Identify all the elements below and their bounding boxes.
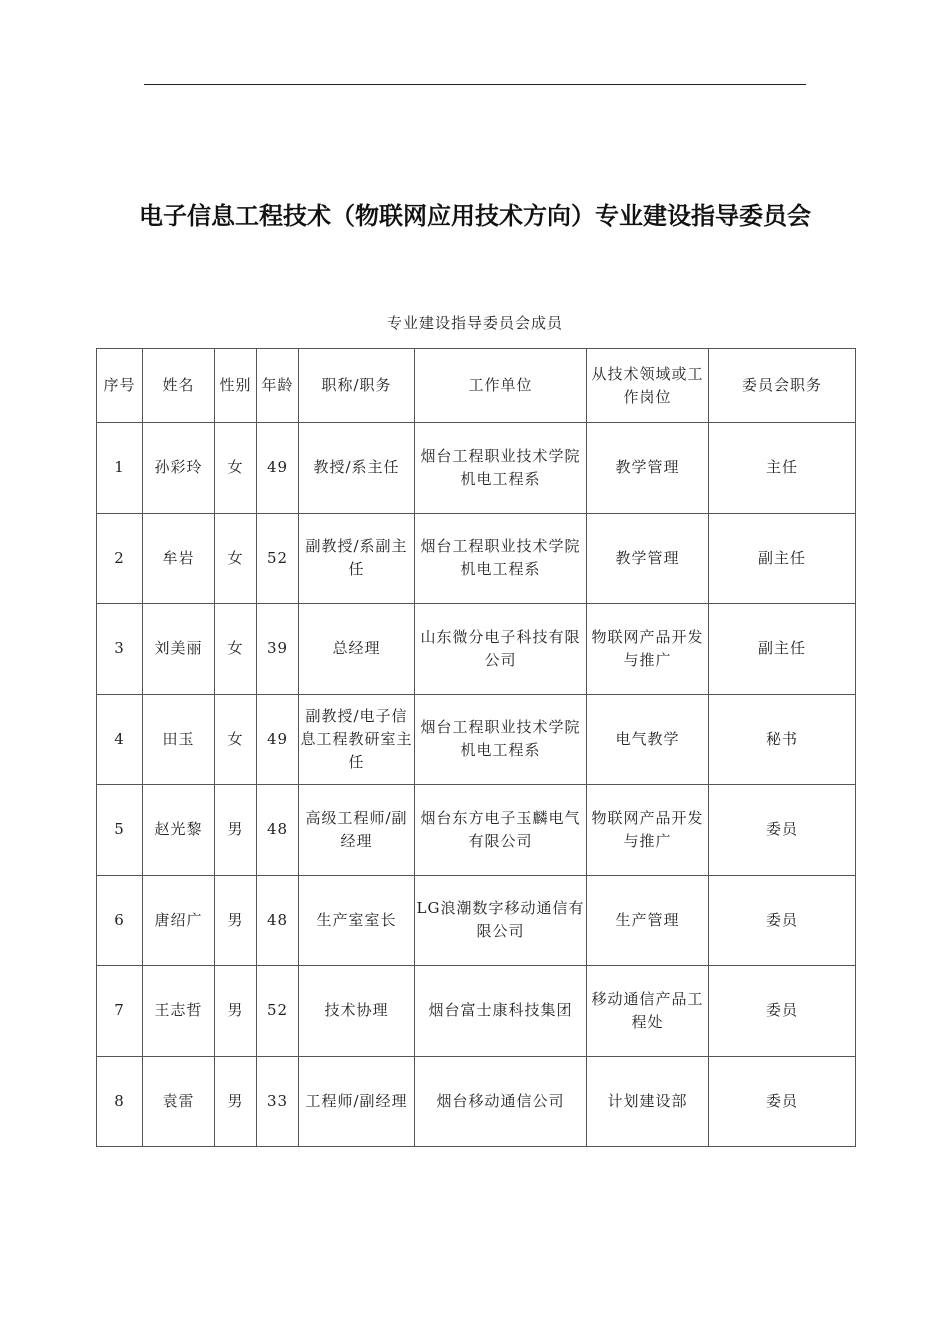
cell-col-committee-role: 委员 bbox=[709, 1056, 856, 1147]
header-col-index: 序号 bbox=[97, 349, 143, 423]
cell-col-name: 田玉 bbox=[143, 694, 215, 785]
cell-col-index: 4 bbox=[97, 694, 143, 785]
cell-col-field: 教学管理 bbox=[587, 513, 709, 604]
table-row bbox=[97, 966, 856, 1057]
cell-col-committee-role: 委员 bbox=[709, 966, 856, 1057]
cell-col-age: 49 bbox=[257, 423, 299, 514]
cell-col-field: 电气教学 bbox=[587, 694, 709, 785]
cell-col-gender: 女 bbox=[215, 604, 257, 695]
table-row bbox=[97, 423, 856, 514]
cell-col-field: 计划建设部 bbox=[587, 1056, 709, 1147]
cell-col-name: 赵光黎 bbox=[143, 785, 215, 876]
cell-col-gender: 女 bbox=[215, 513, 257, 604]
header-rule bbox=[144, 84, 806, 85]
table-caption: 专业建设指导委员会成员 bbox=[386, 314, 563, 332]
cell-col-employer: 烟台工程职业技术学院机电工程系 bbox=[415, 513, 587, 604]
cell-col-age: 52 bbox=[257, 966, 299, 1057]
header-col-title: 职称/职务 bbox=[299, 349, 415, 423]
cell-col-index: 3 bbox=[97, 604, 143, 695]
cell-col-name: 孙彩玲 bbox=[143, 423, 215, 514]
cell-col-title: 工程师/副经理 bbox=[299, 1056, 415, 1147]
cell-col-title: 副教授/系副主任 bbox=[299, 513, 415, 604]
cell-col-employer: 烟台富士康科技集团 bbox=[415, 966, 587, 1057]
cell-col-committee-role: 秘书 bbox=[709, 694, 856, 785]
cell-col-field: 移动通信产品工程处 bbox=[587, 966, 709, 1057]
table-row bbox=[97, 1056, 856, 1147]
cell-col-index: 8 bbox=[97, 1056, 143, 1147]
cell-col-gender: 女 bbox=[215, 423, 257, 514]
cell-col-age: 52 bbox=[257, 513, 299, 604]
table-row bbox=[97, 513, 856, 604]
cell-col-committee-role: 副主任 bbox=[709, 604, 856, 695]
cell-col-committee-role: 副主任 bbox=[709, 513, 856, 604]
table-row bbox=[97, 875, 856, 966]
table-header-row bbox=[97, 349, 856, 423]
cell-col-gender: 男 bbox=[215, 875, 257, 966]
cell-col-title: 技术协理 bbox=[299, 966, 415, 1057]
cell-col-employer: 烟台工程职业技术学院机电工程系 bbox=[415, 423, 587, 514]
header-col-field: 从技术领域或工作岗位 bbox=[587, 349, 709, 423]
cell-col-employer: 烟台移动通信公司 bbox=[415, 1056, 587, 1147]
cell-col-title: 高级工程师/副经理 bbox=[299, 785, 415, 876]
cell-col-title: 教授/系主任 bbox=[299, 423, 415, 514]
committee-members-table bbox=[96, 348, 856, 1147]
cell-col-title: 副教授/电子信息工程教研室主任 bbox=[299, 694, 415, 785]
cell-col-gender: 男 bbox=[215, 785, 257, 876]
cell-col-age: 39 bbox=[257, 604, 299, 695]
header-col-committee-role: 委员会职务 bbox=[709, 349, 856, 423]
table-row bbox=[97, 604, 856, 695]
cell-col-employer: 烟台工程职业技术学院机电工程系 bbox=[415, 694, 587, 785]
cell-col-age: 48 bbox=[257, 785, 299, 876]
cell-col-age: 49 bbox=[257, 694, 299, 785]
cell-col-index: 7 bbox=[97, 966, 143, 1057]
cell-col-name: 牟岩 bbox=[143, 513, 215, 604]
cell-col-title: 生产室室长 bbox=[299, 875, 415, 966]
cell-col-index: 6 bbox=[97, 875, 143, 966]
cell-col-title: 总经理 bbox=[299, 604, 415, 695]
header-col-employer: 工作单位 bbox=[415, 349, 587, 423]
cell-col-gender: 男 bbox=[215, 966, 257, 1057]
cell-col-index: 1 bbox=[97, 423, 143, 514]
table-row bbox=[97, 785, 856, 876]
cell-col-field: 物联网产品开发与推广 bbox=[587, 604, 709, 695]
cell-col-committee-role: 主任 bbox=[709, 423, 856, 514]
cell-col-employer: 山东微分电子科技有限公司 bbox=[415, 604, 587, 695]
cell-col-age: 33 bbox=[257, 1056, 299, 1147]
cell-col-name: 唐绍广 bbox=[143, 875, 215, 966]
cell-col-committee-role: 委员 bbox=[709, 785, 856, 876]
cell-col-employer: 烟台东方电子玉麟电气有限公司 bbox=[415, 785, 587, 876]
header-col-gender: 性别 bbox=[215, 349, 257, 423]
cell-col-gender: 男 bbox=[215, 1056, 257, 1147]
cell-col-index: 2 bbox=[97, 513, 143, 604]
cell-col-name: 袁雷 bbox=[143, 1056, 215, 1147]
document-title: 电子信息工程技术（物联网应用技术方向）专业建设指导委员会 bbox=[139, 202, 811, 230]
cell-col-index: 5 bbox=[97, 785, 143, 876]
cell-col-name: 王志哲 bbox=[143, 966, 215, 1057]
cell-col-employer: LG浪潮数字移动通信有限公司 bbox=[415, 875, 587, 966]
cell-col-committee-role: 委员 bbox=[709, 875, 856, 966]
table-row bbox=[97, 694, 856, 785]
header-col-name: 姓名 bbox=[143, 349, 215, 423]
cell-col-field: 物联网产品开发与推广 bbox=[587, 785, 709, 876]
cell-col-name: 刘美丽 bbox=[143, 604, 215, 695]
table-body bbox=[97, 423, 856, 1147]
cell-col-field: 生产管理 bbox=[587, 875, 709, 966]
cell-col-field: 教学管理 bbox=[587, 423, 709, 514]
cell-col-age: 48 bbox=[257, 875, 299, 966]
cell-col-gender: 女 bbox=[215, 694, 257, 785]
header-col-age: 年龄 bbox=[257, 349, 299, 423]
